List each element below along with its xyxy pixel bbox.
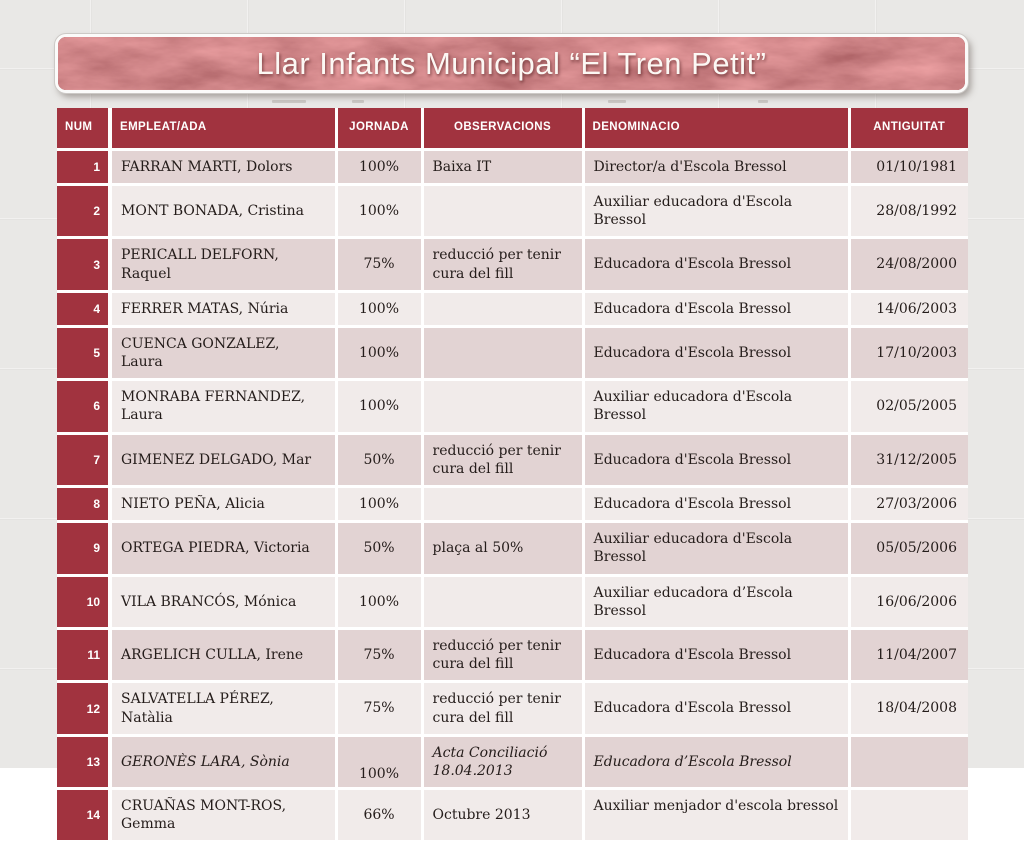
denominacio-cell: Educadora d'Escola Bressol xyxy=(583,326,849,379)
observacions-cell: reducció per tenir cura del fill xyxy=(422,682,583,735)
employee-name-cell: GIMENEZ DELGADO, Mar xyxy=(110,433,336,486)
table-header-row xyxy=(57,108,968,149)
observacions-cell: Baixa IT xyxy=(422,149,583,184)
column-header-jornada: JORNADA xyxy=(336,108,422,149)
employee-name-cell: ARGELICH CULLA, Irene xyxy=(110,628,336,681)
denominacio-cell: Educadora d'Escola Bressol xyxy=(583,487,849,522)
row-number-cell: 5 xyxy=(57,326,110,379)
row-number-cell: 2 xyxy=(57,184,110,237)
staff-table xyxy=(57,108,968,843)
title-banner xyxy=(55,34,968,93)
antiguitat-cell: 24/08/2000 xyxy=(849,238,968,291)
column-header-num: NUM xyxy=(57,108,110,149)
jornada-cell: 50% xyxy=(336,522,422,575)
observacions-cell xyxy=(422,380,583,433)
observacions-cell xyxy=(422,487,583,522)
background-text-artifact xyxy=(758,100,768,103)
jornada-cell: 100% xyxy=(336,326,422,379)
jornada-cell: 100% xyxy=(336,735,422,788)
antiguitat-cell: 17/10/2003 xyxy=(849,326,968,379)
table-row xyxy=(57,291,968,326)
table-row xyxy=(57,789,968,842)
employee-name-cell: FERRER MATAS, Núria xyxy=(110,291,336,326)
jornada-cell: 100% xyxy=(336,184,422,237)
antiguitat-cell xyxy=(849,735,968,788)
jornada-cell: 100% xyxy=(336,291,422,326)
row-number-cell: 3 xyxy=(57,238,110,291)
table-row xyxy=(57,487,968,522)
observacions-cell: Octubre 2013 xyxy=(422,789,583,842)
employee-name-cell: MONT BONADA, Cristina xyxy=(110,184,336,237)
jornada-cell: 75% xyxy=(336,628,422,681)
table-row xyxy=(57,575,968,628)
table-body xyxy=(57,149,968,842)
denominacio-cell: Educadora d’Escola Bressol xyxy=(583,735,849,788)
column-header-empleat: EMPLEAT/ADA xyxy=(110,108,336,149)
employee-name-cell: GERONÈS LARA, Sònia xyxy=(110,735,336,788)
antiguitat-cell: 31/12/2005 xyxy=(849,433,968,486)
denominacio-cell: Auxiliar educadora d'Escola Bressol xyxy=(583,184,849,237)
employee-name-cell: CRUAÑAS MONT-ROS, Gemma xyxy=(110,789,336,842)
employee-name-cell: PERICALL DELFORN, Raquel xyxy=(110,238,336,291)
row-number-cell: 8 xyxy=(57,487,110,522)
employee-name-cell: CUENCA GONZALEZ, Laura xyxy=(110,326,336,379)
row-number-cell: 7 xyxy=(57,433,110,486)
table-row xyxy=(57,238,968,291)
background-text-artifact xyxy=(608,100,626,103)
observacions-cell xyxy=(422,326,583,379)
denominacio-cell: Educadora d'Escola Bressol xyxy=(583,628,849,681)
antiguitat-cell: 05/05/2006 xyxy=(849,522,968,575)
antiguitat-cell: 11/04/2007 xyxy=(849,628,968,681)
antiguitat-cell xyxy=(849,789,968,842)
observacions-cell xyxy=(422,291,583,326)
row-number-cell: 13 xyxy=(57,735,110,788)
employee-name-cell: FARRAN MARTI, Dolors xyxy=(110,149,336,184)
antiguitat-cell: 27/03/2006 xyxy=(849,487,968,522)
slide-title: Llar Infants Municipal “El Tren Petit” xyxy=(256,45,767,81)
antiguitat-cell: 14/06/2003 xyxy=(849,291,968,326)
employee-name-cell: VILA BRANCÓS, Mónica xyxy=(110,575,336,628)
denominacio-cell: Educadora d'Escola Bressol xyxy=(583,291,849,326)
table-row xyxy=(57,682,968,735)
background-text-artifact xyxy=(272,100,306,103)
background-text-artifact xyxy=(352,100,364,103)
table-row xyxy=(57,380,968,433)
denominacio-cell: Educadora d'Escola Bressol xyxy=(583,433,849,486)
jornada-cell: 75% xyxy=(336,682,422,735)
employee-name-cell: ORTEGA PIEDRA, Victoria xyxy=(110,522,336,575)
column-header-antiguitat: ANTIGUITAT xyxy=(849,108,968,149)
denominacio-cell: Auxiliar menjador d'escola bressol xyxy=(583,789,849,842)
table-row xyxy=(57,628,968,681)
table-row xyxy=(57,735,968,788)
denominacio-cell: Auxiliar educadora d’Escola Bressol xyxy=(583,575,849,628)
jornada-cell: 100% xyxy=(336,487,422,522)
observacions-cell: reducció per tenir cura del fill xyxy=(422,628,583,681)
row-number-cell: 6 xyxy=(57,380,110,433)
row-number-cell: 1 xyxy=(57,149,110,184)
observacions-cell xyxy=(422,184,583,237)
column-header-denominacio: DENOMINACIO xyxy=(583,108,849,149)
antiguitat-cell: 02/05/2005 xyxy=(849,380,968,433)
table-row xyxy=(57,184,968,237)
denominacio-cell: Auxiliar educadora d'Escola Bressol xyxy=(583,522,849,575)
denominacio-cell: Educadora d'Escola Bressol xyxy=(583,682,849,735)
antiguitat-cell: 16/06/2006 xyxy=(849,575,968,628)
jornada-cell: 100% xyxy=(336,575,422,628)
row-number-cell: 14 xyxy=(57,789,110,842)
table-row xyxy=(57,149,968,184)
row-number-cell: 12 xyxy=(57,682,110,735)
antiguitat-cell: 18/04/2008 xyxy=(849,682,968,735)
observacions-cell: Acta Conciliació 18.04.2013 xyxy=(422,735,583,788)
employee-name-cell: NIETO PEÑA, Alicia xyxy=(110,487,336,522)
table-row xyxy=(57,326,968,379)
row-number-cell: 11 xyxy=(57,628,110,681)
row-number-cell: 10 xyxy=(57,575,110,628)
antiguitat-cell: 01/10/1981 xyxy=(849,149,968,184)
column-header-observacions: OBSERVACIONS xyxy=(422,108,583,149)
employee-name-cell: MONRABA FERNANDEZ, Laura xyxy=(110,380,336,433)
antiguitat-cell: 28/08/1992 xyxy=(849,184,968,237)
table-row xyxy=(57,433,968,486)
jornada-cell: 66% xyxy=(336,789,422,842)
observacions-cell xyxy=(422,575,583,628)
jornada-cell: 75% xyxy=(336,238,422,291)
jornada-cell: 100% xyxy=(336,149,422,184)
table-row xyxy=(57,522,968,575)
row-number-cell: 9 xyxy=(57,522,110,575)
denominacio-cell: Auxiliar educadora d'Escola Bressol xyxy=(583,380,849,433)
observacions-cell: reducció per tenir cura del fill xyxy=(422,238,583,291)
denominacio-cell: Director/a d'Escola Bressol xyxy=(583,149,849,184)
employee-name-cell: SALVATELLA PÉREZ, Natàlia xyxy=(110,682,336,735)
row-number-cell: 4 xyxy=(57,291,110,326)
jornada-cell: 50% xyxy=(336,433,422,486)
observacions-cell: plaça al 50% xyxy=(422,522,583,575)
denominacio-cell: Educadora d'Escola Bressol xyxy=(583,238,849,291)
observacions-cell: reducció per tenir cura del fill xyxy=(422,433,583,486)
jornada-cell: 100% xyxy=(336,380,422,433)
